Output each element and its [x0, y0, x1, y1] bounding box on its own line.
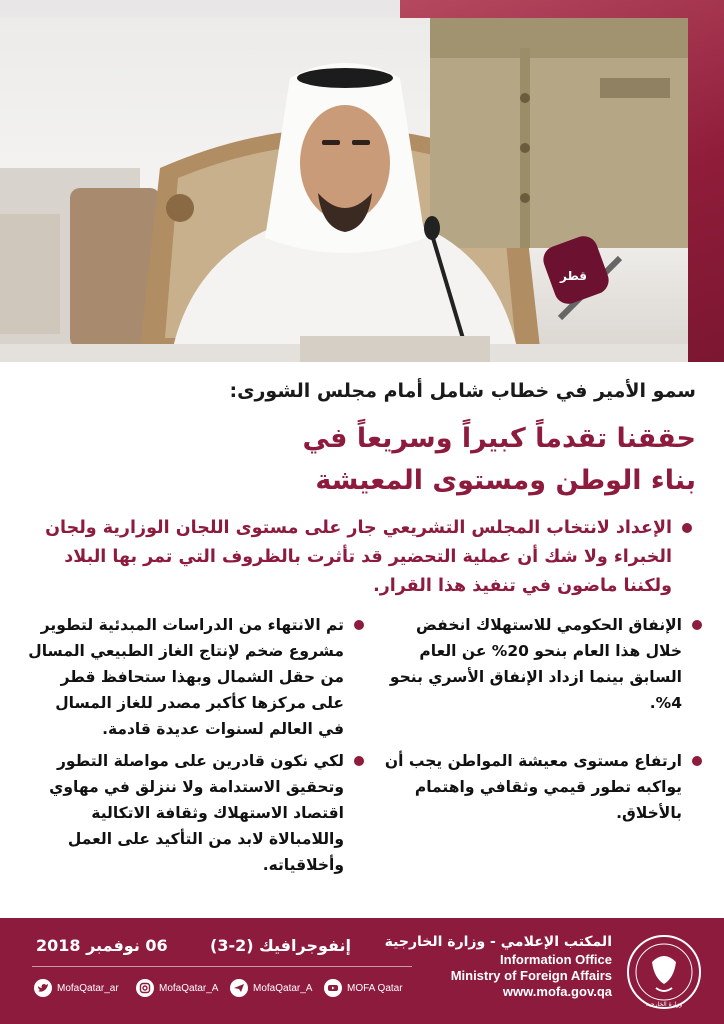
bullet-text: ارتفاع مستوى معيشة المواطن يجب أن يواكبه تطور قيمي وثقافي واهتمام بالأخلاق.	[384, 752, 682, 822]
bullet-government-spending	[382, 612, 682, 716]
bullet-dot	[692, 620, 702, 630]
social-handle: MOFA Qatar	[347, 982, 403, 994]
ministry-name-en: Ministry of Foreign Affairs	[450, 968, 612, 983]
photo-scene	[0, 18, 688, 362]
logo-text: وزارة الخارجية	[645, 1001, 683, 1008]
youtube-icon	[324, 979, 342, 997]
footer	[0, 918, 724, 1024]
mic-label: قطر	[560, 269, 588, 283]
bullet-living-standard	[382, 748, 682, 826]
bullet-text: لكي نكون قادرين على مواصلة التطور وتحقيق الاستدامة ولا ننزلق في مهاوي اقتصاد الاستهلاك وثقافة الاتكالية واللامبالاة لابد من التأكيد على العمل وأخلاقياته.	[49, 752, 344, 874]
bullet-text: تم الانتهاء من الدراسات المبدئية لتطوير مشروع ضخم لإنتاج الغاز الطبيعي المسال من حقل الشمال وبهذا ستحافظ قطر على مركزها كأكبر مصدر للغاز المسال في العالم لسنوات عديدة قادمة.	[28, 616, 344, 738]
headline-line-1: حققنا تقدماً كبيراً وسريعاً في	[302, 423, 696, 454]
bullet-lng-project	[26, 612, 344, 742]
social-youtube[interactable]	[324, 976, 403, 1000]
social-handle: MofaQatar_ar	[57, 982, 119, 994]
office-name-ar: المكتب الإعلامي - وزارة الخارجية	[384, 934, 612, 950]
headline-subtitle: سمو الأمير في خطاب شامل أمام مجلس الشورى:	[229, 380, 696, 402]
instagram-icon	[136, 979, 154, 997]
social-links	[34, 976, 414, 1000]
infographic-number: إنفوجرافيك (2-3)	[210, 936, 352, 955]
office-name-en: Information Office	[500, 952, 612, 967]
social-handle: MofaQatar_A	[159, 982, 219, 994]
website-link[interactable]: www.mofa.gov.qa	[502, 984, 612, 999]
bullet-text: الإعداد لانتخاب المجلس التشريعي جار على مستوى اللجان الوزارية ولجان الخبراء ولا شك أن عملية التحضير قد تأثرت بالظروف التي تمر بها البلاد ولكننا ماضون في تنفيذ هذا القرار.	[45, 518, 672, 596]
headline-line-2: بناء الوطن ومستوى المعيشة	[315, 465, 696, 496]
publish-date: 06 نوفمبر 2018	[36, 936, 168, 955]
twitter-icon	[34, 979, 52, 997]
footer-divider	[32, 966, 412, 967]
bullet-dot	[682, 523, 692, 533]
bullet-legislative-council	[32, 514, 672, 601]
bullet-dot	[354, 756, 364, 766]
social-telegram[interactable]	[230, 976, 312, 1000]
hero-photo	[0, 0, 724, 362]
social-handle: MofaQatar_A	[253, 982, 313, 994]
bullet-dot	[354, 620, 364, 630]
telegram-icon	[230, 979, 248, 997]
mofa-logo	[624, 932, 704, 1012]
speaker-illustration	[0, 18, 688, 362]
social-instagram[interactable]	[136, 976, 218, 1000]
bullet-dot	[692, 756, 702, 766]
bullet-sustainability	[26, 748, 344, 878]
bullet-text: الإنفاق الحكومي للاستهلاك انخفض خلال هذا العام بنحو 20% عن العام السابق بينما ازداد الإنفاق الأسري بنحو 4%.	[389, 616, 682, 712]
headline-main	[36, 418, 696, 502]
social-twitter[interactable]	[34, 976, 119, 1000]
